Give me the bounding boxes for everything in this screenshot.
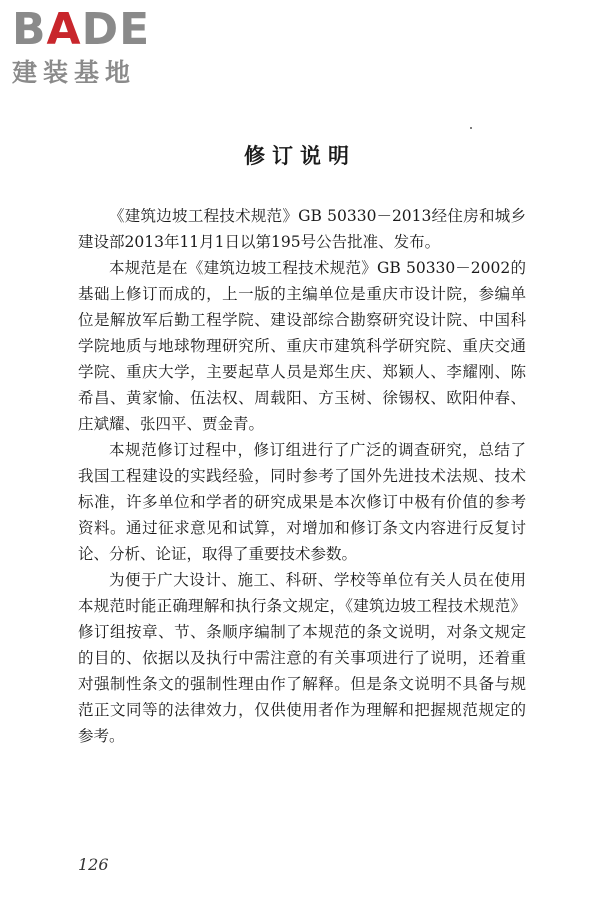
logo-subtitle: 建装基地 (12, 58, 137, 87)
logo-letters-de: DE (81, 4, 151, 55)
bade-logo (12, 6, 182, 96)
scan-speck (470, 127, 472, 129)
paragraph-purpose: 为便于广大设计、施工、科研、学校等单位有关人员在使用本规范时能正确理解和执行条文规定，《建筑边坡工程技术规范》修订组按章、节、条顺序编制了本规范的条文说明，对条文规定的目的、依据以及执行中需注意的有关事项进行了说明，还着重对强制性条文的强制性理由作了解释。但是条文说明不具备与规范正文同等的法律效力，仅供使用者作为理解和把握规范规定的参考。 (78, 571, 526, 745)
page-number: 126 (78, 855, 109, 874)
logo-wordmark (12, 6, 182, 54)
paragraph-approval: 《建筑边坡工程技术规范》GB 50330－2013经住房和城乡建设部2013年11月1日以第195号公告批准、发布。 (78, 207, 526, 251)
logo-letter-b: B (12, 4, 47, 55)
paragraph-process: 本规范修订过程中，修订组进行了广泛的调查研究，总结了我国工程建设的实践经验，同时参考了国外先进技术法规、技术标准，许多单位和学者的研究成果是本次修订中极有价值的参考资料。通过征求意见和试算，对增加和修订条文内容进行反复讨论、分析、论证，取得了重要技术参数。 (78, 441, 526, 563)
page-title: 修订说明 (244, 144, 356, 168)
logo-letter-a: A (46, 4, 82, 55)
body-text (78, 203, 526, 749)
paragraph-history: 本规范是在《建筑边坡工程技术规范》GB 50330－2002的基础上修订而成的，上一版的主编单位是重庆市设计院，参编单位是解放军后勤工程学院、建设部综合勘察研究设计院、中国科学院地质与地球物理研究所、重庆市建筑科学研究院、重庆交通学院、重庆大学，主要起草人员是郑生庆、郑颖人、李耀刚、陈希昌、黄家愉、伍法权、周载阳、方玉树、徐锡权、欧阳仲春、庄斌耀、张四平、贾金青。 (78, 259, 526, 433)
